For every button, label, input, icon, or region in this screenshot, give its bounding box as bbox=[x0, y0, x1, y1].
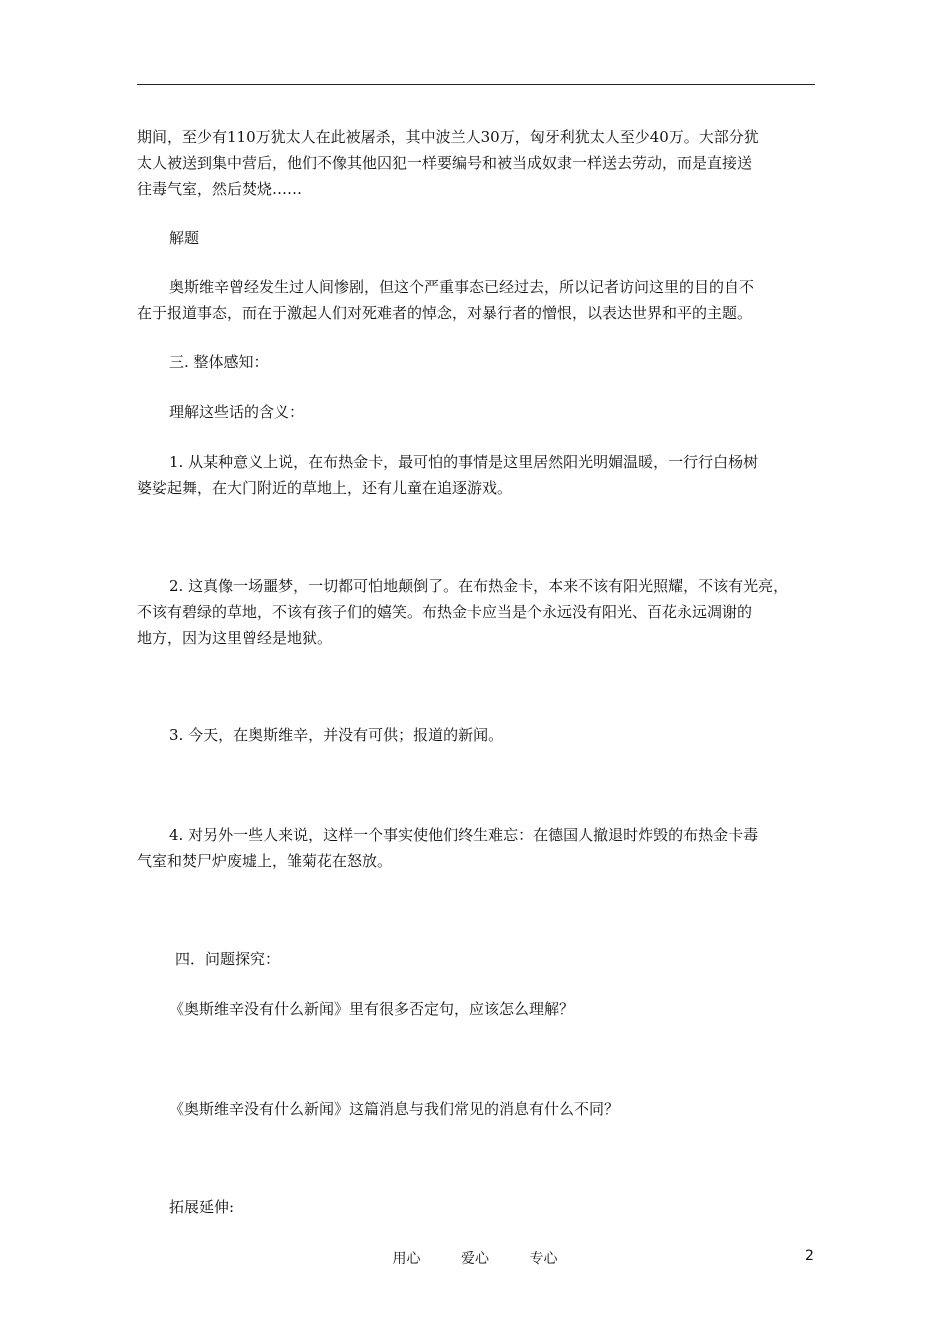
section4-heading: 四．问题探究： bbox=[175, 950, 281, 968]
section3-item-4 bbox=[137, 822, 817, 874]
section3-prompt: 理解这些话的含义： bbox=[169, 403, 305, 421]
extension-heading: 拓展延伸: bbox=[169, 1198, 235, 1216]
section3-item-2 bbox=[137, 573, 817, 651]
item-line: 婆娑起舞，在大门附近的草地上，还有儿童在追逐游戏。 bbox=[137, 479, 513, 497]
section3-heading: 三. 整体感知： bbox=[169, 353, 269, 371]
item-line: 4. 对另外一些人来说，这样一个事实使他们终生难忘：在德国人撤退时炸毁的布热金卡毒 bbox=[169, 826, 759, 844]
question-line: 《奥斯维辛没有什么新闻》这篇消息与我们常见的消息有什么不同？ bbox=[169, 1100, 620, 1118]
section3-heading-block bbox=[137, 349, 817, 375]
item-line: 气室和焚尸炉废墟上，雏菊花在怒放。 bbox=[137, 852, 393, 870]
intro-line: 太人被送到集中营后，他们不像其他囚犯一样要编号和被当成奴隶一样送去劳动，而是直接送 bbox=[137, 154, 753, 172]
jieti-line: 奥斯维辛曾经发生过人间惨剧，但这个严重事态已经过去，所以记者访问这里的目的自不 bbox=[169, 278, 755, 296]
item-line: 3. 今天，在奥斯维辛，并没有可供；报道的新闻。 bbox=[169, 726, 504, 744]
section4-question-1 bbox=[137, 996, 817, 1022]
footer-motto-item: 爱心 bbox=[461, 1251, 489, 1267]
item-line: 不该有碧绿的草地，不该有孩子们的嬉笑。布热金卡应当是个永远没有阳光、百花永远凋谢的 bbox=[137, 603, 753, 621]
item-line: 2. 这真像一场噩梦，一切都可怕地颠倒了。在布热金卡，本来不该有阳光照耀，不该有光亮， bbox=[169, 577, 789, 595]
intro-paragraph bbox=[137, 124, 817, 202]
section3-item-1 bbox=[137, 449, 817, 501]
intro-line: 往毒气室，然后焚烧…… bbox=[137, 180, 303, 198]
jieti-heading: 解题 bbox=[169, 229, 200, 247]
item-line: 1. 从某种意义上说，在布热金卡，最可怕的事情是这里居然阳光明媚温暖，一行行白杨树 bbox=[169, 453, 759, 471]
footer-motto-item: 用心 bbox=[392, 1251, 421, 1267]
section3-prompt-block bbox=[137, 399, 817, 425]
item-line: 地方，因为这里曾经是地狱。 bbox=[137, 629, 333, 647]
section4-question-2 bbox=[137, 1096, 817, 1122]
header-rule bbox=[137, 84, 815, 85]
extension-heading-block bbox=[137, 1194, 817, 1220]
section3-item-3 bbox=[137, 722, 817, 748]
jieti-line: 在于报道事态，而在于激起人们对死难者的悼念，对暴行者的憎恨，以表达世界和平的主题。 bbox=[137, 304, 753, 322]
jieti-paragraph bbox=[137, 274, 817, 326]
footer-motto-item: 专心 bbox=[529, 1251, 558, 1267]
page-number: 2 bbox=[805, 1248, 814, 1264]
question-line: 《奥斯维辛没有什么新闻》里有很多否定句，应该怎么理解？ bbox=[169, 1000, 575, 1018]
section4-heading-block bbox=[137, 946, 817, 972]
intro-line: 期间，至少有110万犹太人在此被屠杀，其中波兰人30万，匈牙利犹太人至少40万。大部分犹 bbox=[137, 128, 759, 146]
jieti-heading-block bbox=[137, 225, 817, 251]
